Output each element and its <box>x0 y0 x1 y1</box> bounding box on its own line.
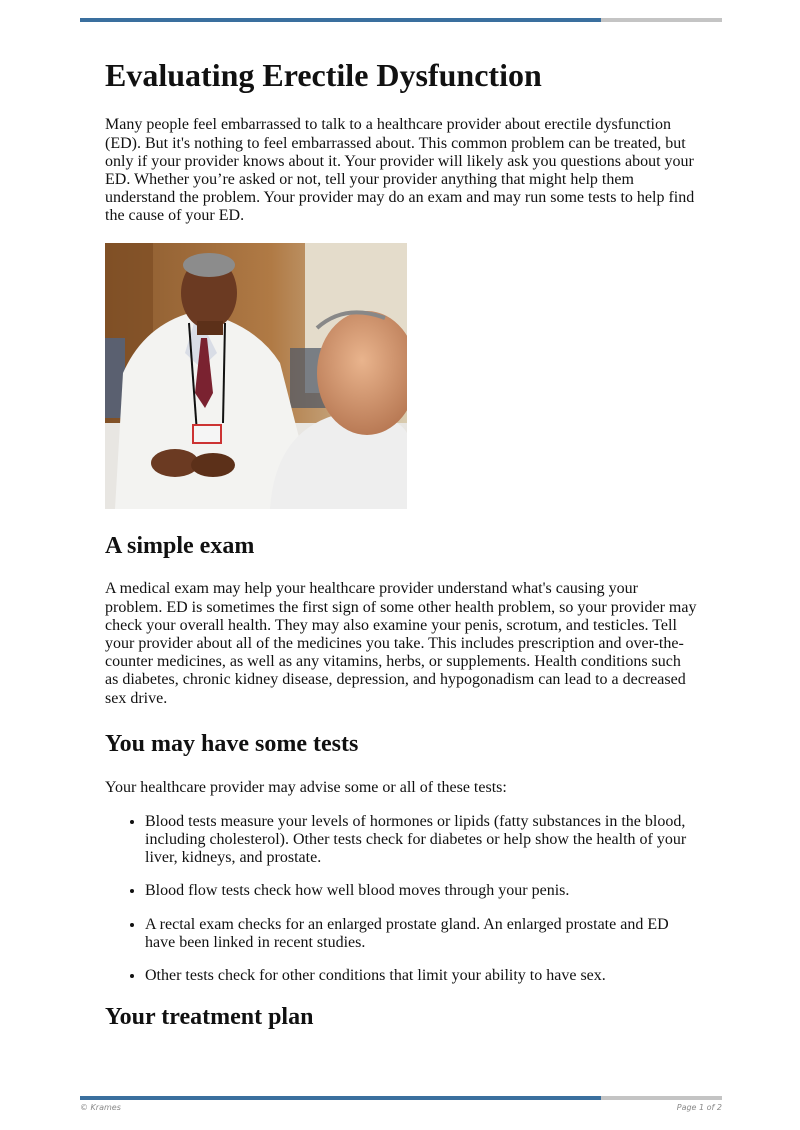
list-item: • Other tests check for other conditions that limit your ability to have sex. <box>145 967 697 985</box>
tests-list <box>105 813 697 985</box>
page-content <box>105 56 697 1052</box>
list-item: • Blood flow tests check how well blood moves through your penis. <box>145 882 697 900</box>
section-heading-treatment: Your treatment plan <box>105 1004 314 1031</box>
section-heading-tests: You may have some tests <box>105 730 359 757</box>
tests-intro-paragraph: Your healthcare provider may advise some or all of these tests: <box>105 778 507 796</box>
footer-copyright: © Krames <box>80 1103 121 1112</box>
bottom-rule-grey <box>601 1096 722 1100</box>
top-rule-blue <box>80 18 601 22</box>
intro-paragraph: Many people feel embarrassed to talk to a healthcare provider about erectile dysfunction (ED). But it's nothing to feel embarrassed about. This common problem can be treated, but only if your provider knows about it. Your provider will likely ask you questions about your ED. Whether you’re asked or not, tell your provider anything that might help them understand the problem. Your provider may do an exam and may run some tests to help find the cause of your ED. <box>105 116 695 225</box>
exam-paragraph: A medical exam may help your healthcare provider understand what's causing your problem. ED is sometimes the first sign of some other health problem, so your provider may check your overall health. They may also examine your penis, scrotum, and testicles. Tell your provider about all of the medicines you take. This includes prescription and over-the-counter medicines, as well as any vitamins, herbs, or supplements. Health conditions such as diabetes, chronic kidney disease, depression, and hypogonadism can lead to a decreased sex drive. <box>105 580 697 707</box>
footer-page-number: Page 1 of 2 <box>676 1103 722 1112</box>
doctor-patient-photo <box>105 243 407 509</box>
page-footer <box>80 1103 722 1112</box>
bottom-rule <box>80 1096 722 1100</box>
top-rule-grey <box>601 18 722 22</box>
bottom-rule-blue <box>80 1096 601 1100</box>
section-heading-exam: A simple exam <box>105 532 255 559</box>
list-item: • A rectal exam checks for an enlarged prostate gland. An enlarged prostate and ED have been linked in recent studies. <box>145 916 697 952</box>
top-rule <box>80 18 722 22</box>
page-title: Evaluating Erectile Dysfunction <box>105 57 542 93</box>
list-item: • Blood tests measure your levels of hormones or lipids (fatty substances in the blood, including cholesterol). Other tests check for diabetes or help show the health of your liver, kidneys, and prostate. <box>145 813 697 868</box>
